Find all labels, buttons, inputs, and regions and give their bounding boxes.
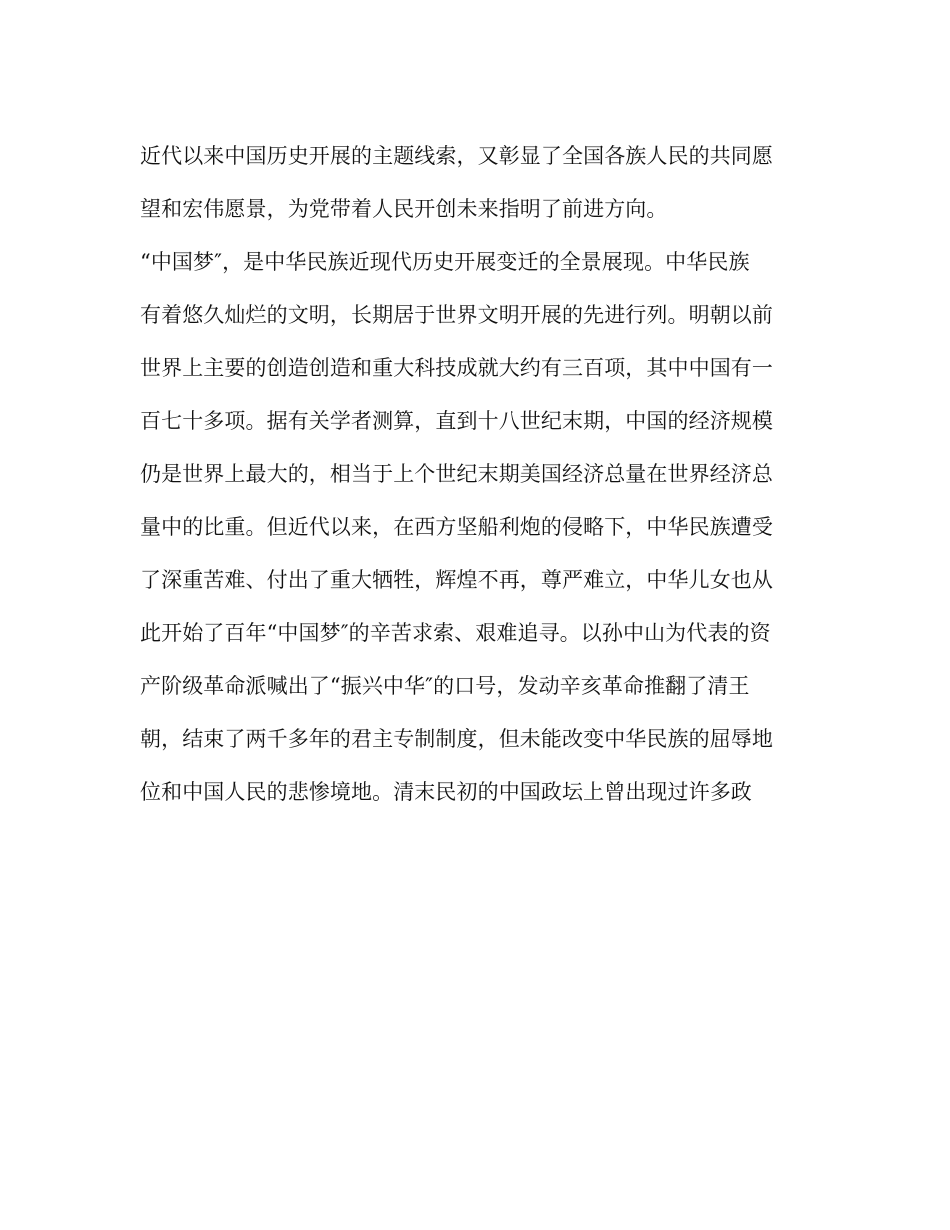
paragraph-start-line: “中国梦″，是中华民族近现代历史开展变迁的全景展现。中华民族 — [140, 250, 750, 274]
text-line-11: 产阶级革命派喊出了“振兴中华″的口号，发动辛亥革命推翻了清王 — [140, 674, 750, 698]
text-line-7: 仍是世界上最大的，相当于上个世纪末期美国经济总量在世界经济总 — [140, 462, 773, 486]
body-text — [140, 136, 820, 825]
text-line-10: 此开始了百年“中国梦″的辛苦求索、艰难追寻。以孙中山为代表的资 — [140, 621, 771, 645]
text-line-5: 世界上主要的创造创造和重大科技成就大约有三百项，其中中国有一 — [140, 356, 773, 380]
text-line-4: 有着悠久灿烂的文明，长期居于世界文明开展的先进行列。明朝以前 — [140, 303, 773, 327]
text-line-2: 望和宏伟愿景，为党带着人民开创未来指明了前进方向。 — [140, 197, 668, 221]
text-line-8: 量中的比重。但近代以来，在西方坚船利炮的侵略下，中华民族遭受 — [140, 515, 773, 539]
text-line-12: 朝，结束了两千多年的君主专制制度，但未能改变中华民族的屈辱地 — [140, 727, 773, 751]
text-line-6: 百七十多项。据有关学者测算，直到十八世纪末期，中国的经济规模 — [140, 409, 773, 433]
text-line-1: 近代以来中国历史开展的主题线索，又彰显了全国各族人民的共同愿 — [140, 144, 773, 168]
text-line-9: 了深重苦难、付出了重大牺牲，辉煌不再，尊严难立，中华儿女也从 — [140, 568, 773, 592]
text-line-13: 位和中国人民的悲惨境地。清末民初的中国政坛上曾出现过许多政 — [140, 780, 752, 804]
